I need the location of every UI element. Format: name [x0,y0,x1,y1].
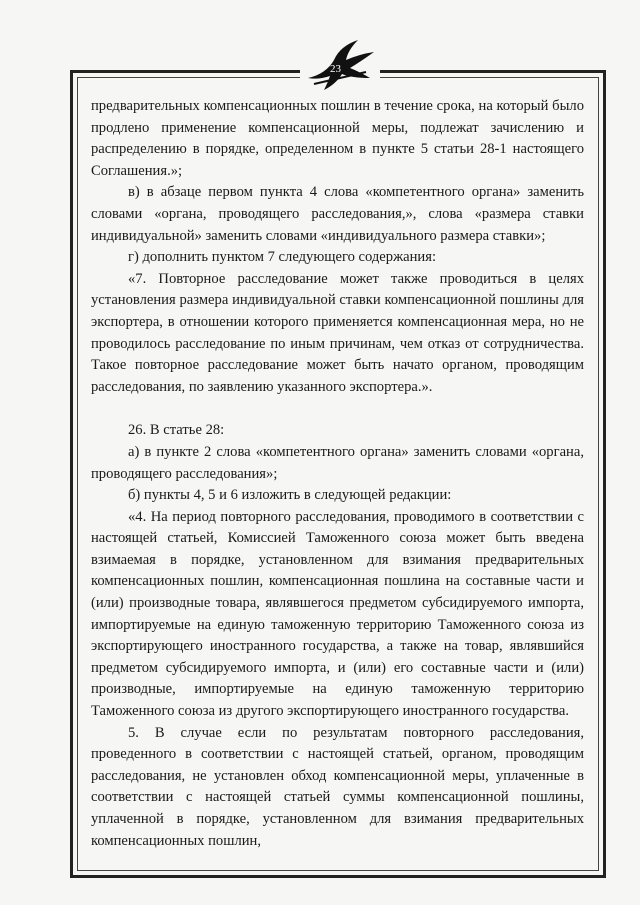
paragraph: «4. На период повторного расследования, проводимого в соответствии с настоящей статьей, Комиссией Таможенного союза может быть введена взимаемая в порядке, установленном для взимания предварительных компенсационных пошлин, компенсационная пошлина на составные части и (или) производные товара, являвшегося предметом субсидируемого импорта, импортируемые на единую таможенную территорию Таможенного союза из экспортирующего иностранного государства, а также на товар, являвшийся предметом субсидируемого импорта, и (или) его составные части и (или) производные, импортируемые на единую таможенную территорию Таможенного союза из другого экспортирующего иностранного государства. [91,508,584,720]
paragraph: 5. В случае если по результатам повторного расследования, проведенного в соответствии с настоящей статьей, органом, проводящим расследования, не установлен обход компенсационной меры, уплаченные в соответствии с настоящей статьей суммы компенсационной пошлины, уплаченной в порядке, установленном для взимания предварительных компенсационных пошлин, [91,724,584,849]
document-body [91,96,584,852]
paragraph: б) пункты 4, 5 и 6 изложить в следующей редакции: [128,487,452,504]
paragraph: «7. Повторное расследование может также проводиться в целях установления размера индивидуальной ставки компенсационной пошлины для экспортера, в отношении которого применяется компенсационная мера, но не проводилось расследование по иным причинам, чем отказ от сотрудничества. Такое повторное расследование может быть начато органом, проводящим расследования, по заявлению указанного экспортера.». [91,270,584,395]
paragraph: предварительных компенсационных пошлин в течение срока, на который было продлено применение компенсационной меры, подлежат зачислению и распределению в порядке, определенном в пункте 5 статьи 28-1 настоящего Соглашения.»; [91,98,584,179]
paragraph: а) в пункте 2 слова «компетентного органа» заменить словами «органа, проводящего расследования»; [91,443,584,482]
paragraph-gap [91,398,584,420]
paragraph: в) в абзаце первом пункта 4 слова «компетентного органа» заменить словами «органа, проводящего расследования,», слова «размера ставки индивидуальной» заменить словами «индивидуального размера ставки»; [91,184,584,244]
page-number: 23 [330,63,341,75]
paragraph: г) дополнить пунктом 7 следующего содержания: [128,249,437,266]
section-heading: 26. В статье 28: [128,422,225,439]
